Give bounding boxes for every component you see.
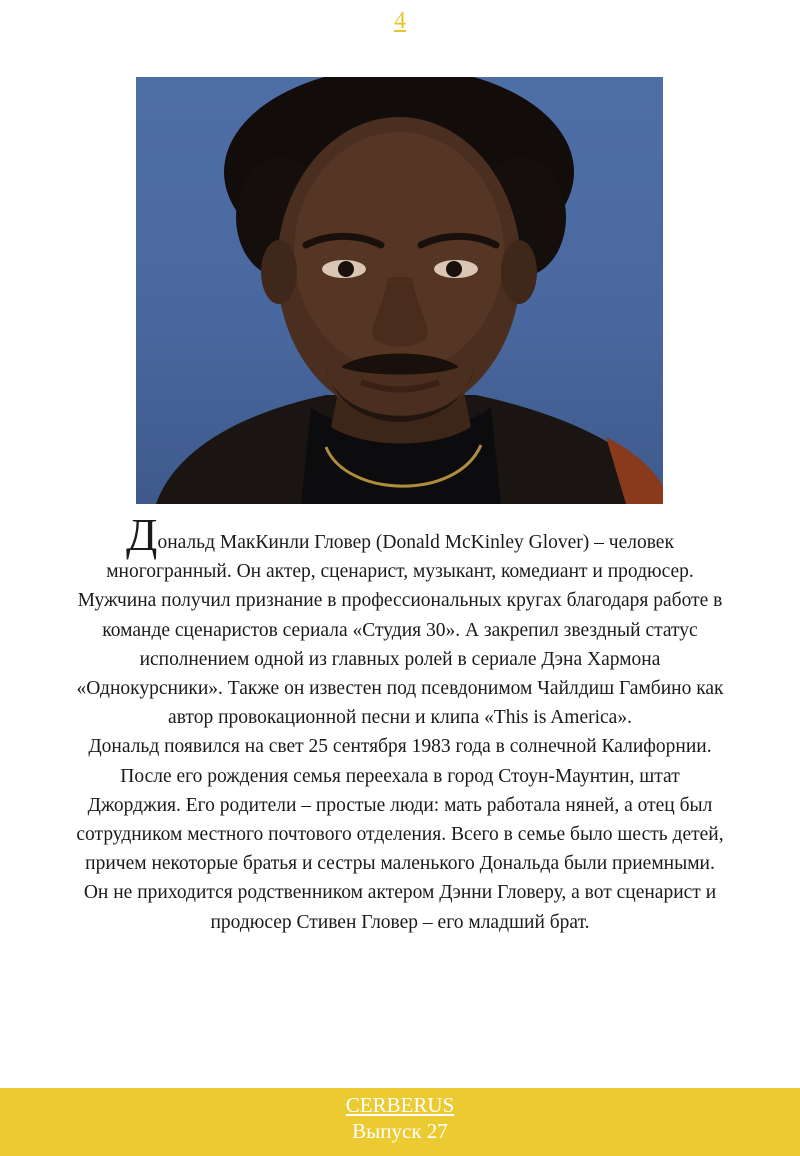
drop-cap: Д (126, 509, 158, 560)
page-number-link[interactable]: 4 (394, 8, 406, 34)
article-paragraph-intro (72, 509, 728, 732)
brand-link[interactable]: CERBERUS (345, 1093, 455, 1117)
article-paragraph-biography: Дональд появился на свет 25 сентября 1983 года в солнечной Калифорнии. После его рождения семья переехала в город Стоун-Маунтин, штат Джорджия. Его родители – простые люди: мать работала няней, а отец был сотрудником местного почтового отделения. Всего в семье было шесть детей, причем некоторые братья и сестры маленького Дональда были приемными. Он не приходится родственником актером Дэнни Гловеру, а вот сценарист и продюсер Стивен Гловер – его младший брат. (76, 736, 724, 933)
footer-bar (0, 1088, 800, 1156)
portrait-photo (136, 77, 663, 504)
article-body (72, 509, 728, 937)
issue-label: Выпуск 27 (352, 1119, 448, 1143)
article-paragraph-intro-text: ональд МакКинли Гловер (Donald McKinley Glover) – человек многогранный. Он актер, сценарист, музыкант, комедиант и продюсер. Мужчина получил признание в профессиональных кругах благодаря работе в команде сценаристов сериала «Студия 30». А закрепил звездный статус исполнением одной из главных ролей в сериале Дэна Хармона «Однокурсники». Также он известен под псевдонимом Чайлдиш Гамбино как автор провокационной песни и клипа «This is America». (76, 532, 724, 729)
